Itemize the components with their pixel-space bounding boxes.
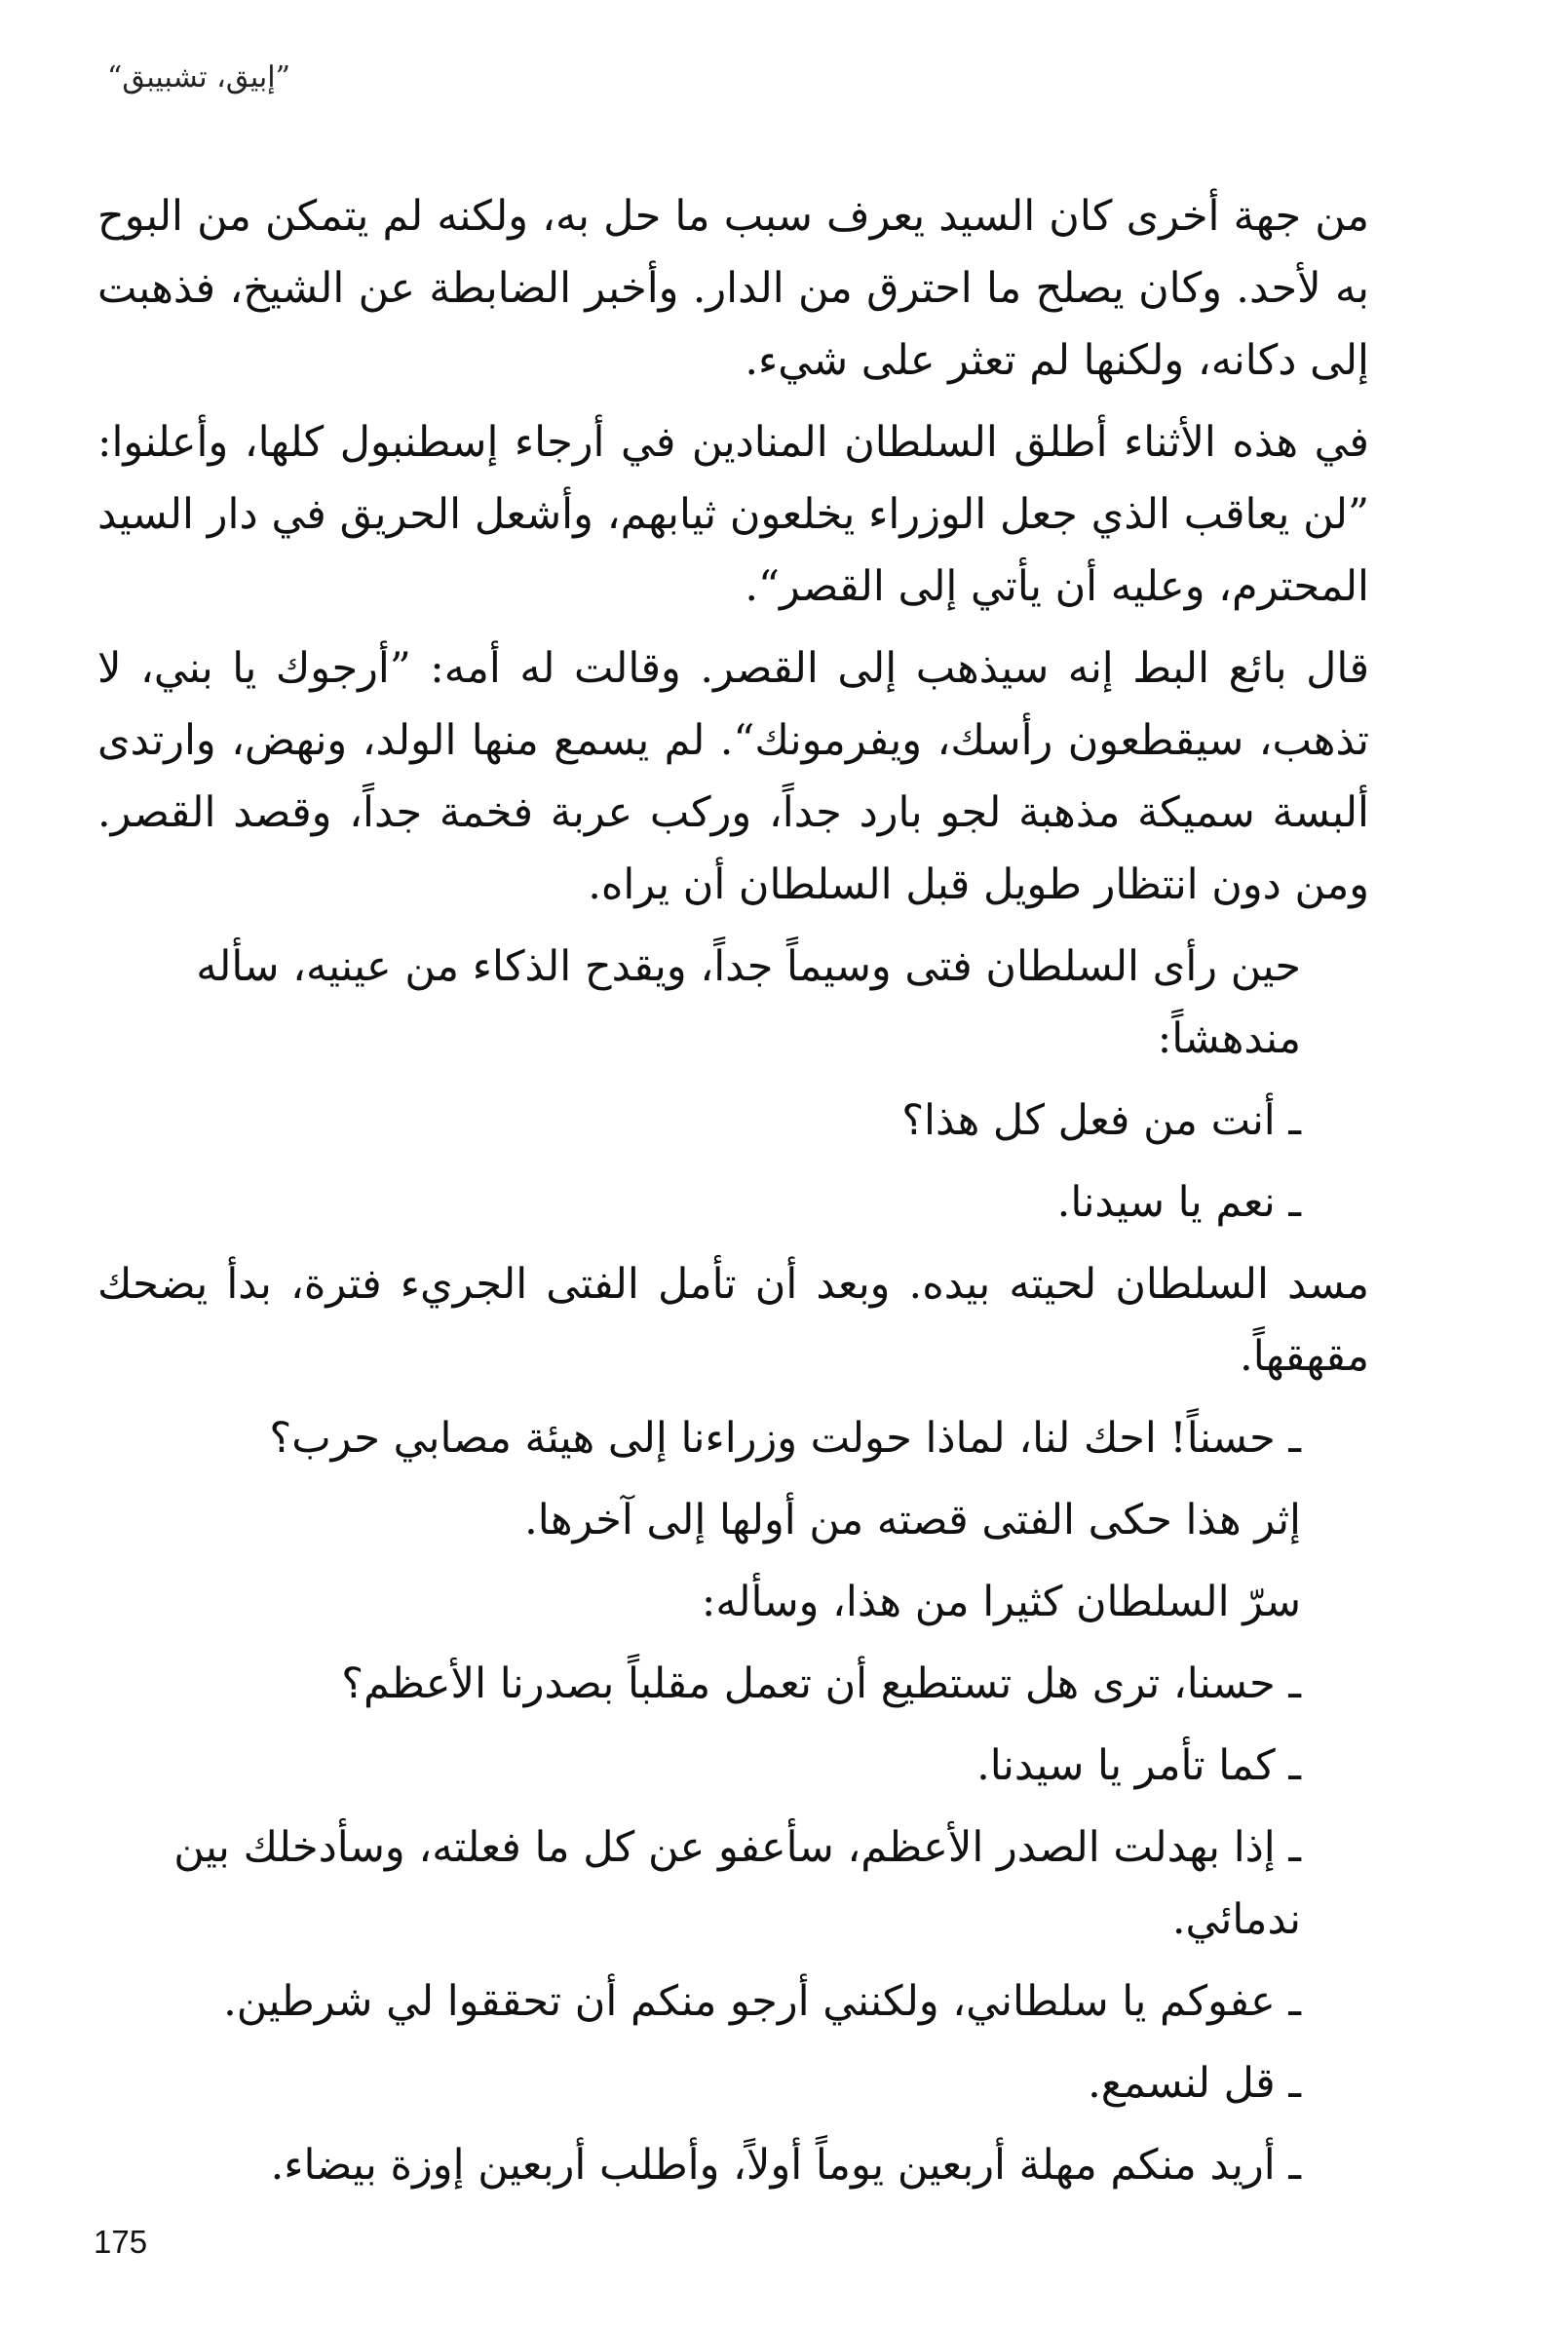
running-header: ”إبيق، تشبيبق“ [107,60,290,95]
dialogue-line: ـ أنت من فعل كل هذا؟ [901,1096,1301,1145]
dialogue-line: ـ إذا بهدلت الصدر الأعظم، سأعفو عن كل ما فعلته، وسأدخلك بين ندمائي. [173,1823,1301,1944]
paragraph: حين رأى السلطان فتى وسيماً جداً، ويقدح الذكاء من عينيه، سأله مندهشاً: [196,942,1301,1063]
dialogue-line: ـ قل لنسمع. [1088,2059,1301,2108]
paragraph: مسد السلطان لحيته بيده. وبعد أن تأمل الفتى الجريء فترة، بدأ يضحك مقهقهاً. [97,1260,1369,1381]
paragraph: سرّ السلطان كثيرا من هذا، وسأله: [701,1578,1301,1626]
paragraph: قال بائع البط إنه سيذهب إلى القصر. وقالت له أمه: ”أرجوك يا بني، لا تذهب، سيقطعون رأسك، ويفرمونك“. لم يسمع منها الولد، ونهض، وارتدى ألبسة سميكة مذهبة لجو بارد جداً، وركب عربة فخمة جداً، وقصد القصر. ومن دون انتظار طويل قبل السلطان أن يراه. [97,644,1369,909]
page-number: 175 [94,2224,148,2260]
dialogue-line: ـ نعم يا سيدنا. [1056,1178,1301,1227]
dialogue-line: ـ حسنا، ترى هل تستطيع أن تعمل مقلباً بصدرنا الأعظم؟ [341,1659,1301,1708]
body-text [97,180,1369,2211]
dialogue-line: ـ أريد منكم مهلة أربعين يوماً أولاً، وأطلب أربعين إوزة بيضاء. [270,2141,1301,2190]
paragraph: إثر هذا حكى الفتى قصته من أولها إلى آخرها. [524,1496,1301,1544]
paragraph: في هذه الأثناء أطلق السلطان المنادين في أرجاء إسطنبول كلها، وأعلنوا: ”لن يعاقب الذي جعل الوزراء يخلعون ثيابهم، وأشعل الحريق في دار السيد المحترم، وعليه أن يأتي إلى القصر“. [97,418,1369,611]
dialogue-line: ـ كما تأمر يا سيدنا. [976,1741,1301,1790]
paragraph: من جهة أخرى كان السيد يعرف سبب ما حل به، ولكنه لم يتمكن من البوح به لأحد. وكان يصلح ما احترق من الدار. وأخبر الضابطة عن الشيخ، فذهبت إلى دكانه، ولكنها لم تعثر على شيء. [97,192,1369,385]
dialogue-line: ـ عفوكم يا سلطاني، ولكنني أرجو منكم أن تحققوا لي شرطين. [223,1977,1301,2026]
dialogue-line: ـ حسناً! احك لنا، لماذا حولت وزراءنا إلى هيئة مصابي حرب؟ [269,1414,1301,1463]
